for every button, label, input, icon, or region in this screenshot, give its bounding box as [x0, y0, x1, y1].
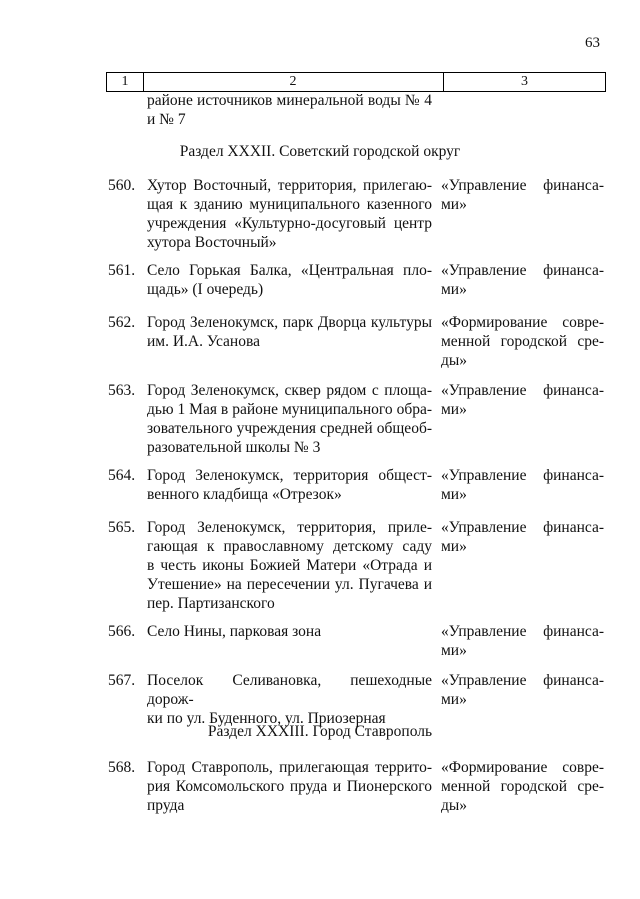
- text-line: ды»: [441, 797, 468, 814]
- row-program: [441, 261, 604, 299]
- row-number: 562.: [108, 314, 136, 331]
- text-line: «Управление финанса-: [441, 519, 604, 536]
- row-description: [147, 313, 432, 351]
- text-line: разовательной школы № 3: [147, 439, 321, 456]
- text-line: «Формирование совре-: [441, 314, 604, 331]
- text-line: Село Горькая Балка, «Центральная пло-: [147, 262, 432, 279]
- text-line: гающая к православному детскому саду: [147, 538, 432, 555]
- text-line: рия Комсомольского пруда и Пионерского: [147, 778, 432, 795]
- text-line: дью 1 Мая в районе муниципального обра-: [147, 401, 432, 418]
- row-program: [441, 758, 604, 815]
- row-number: 561.: [108, 262, 136, 279]
- row-number: 565.: [108, 519, 136, 536]
- text-line: «Формирование совре-: [441, 759, 604, 776]
- text-line: «Управление финанса-: [441, 467, 604, 484]
- section-title: Раздел XXXII. Советский городской округ: [179, 143, 461, 160]
- text-line: Город Зеленокумск, территория общест-: [147, 467, 432, 484]
- row-number: 564.: [108, 467, 136, 484]
- text-line: ми»: [441, 281, 467, 298]
- text-line: зовательного учреждения средней общеоб-: [147, 420, 432, 437]
- text-line: ми»: [441, 642, 467, 659]
- text-line: Хутор Восточный, территория, прилегаю-: [147, 177, 432, 194]
- text-line: ми»: [441, 196, 467, 213]
- text-line: и № 7: [147, 111, 186, 128]
- text-line: в честь иконы Божией Матери «Отрада и: [147, 557, 432, 574]
- row-program: [441, 466, 604, 504]
- text-line: ки по ул. Буденного, ул. Приозерная: [147, 710, 386, 727]
- text-line: Город Зеленокумск, территория, приле-: [147, 519, 432, 536]
- header-col-1: 1: [107, 73, 144, 91]
- text-line: учреждения «Культурно-досуговый центр: [147, 215, 432, 232]
- text-line: менной городской сре-: [441, 333, 604, 350]
- text-line: хутора Восточный»: [147, 234, 277, 251]
- row-number: 566.: [108, 623, 136, 640]
- text-line: Город Зеленокумск, сквер рядом с площа-: [147, 382, 432, 399]
- row-number: 567.: [108, 672, 136, 689]
- header-col-2: 2: [143, 73, 444, 91]
- row-description: [147, 176, 432, 252]
- table-header: [106, 72, 606, 92]
- row-number: 563.: [108, 382, 136, 399]
- text-line: районе источников минеральной воды № 4: [147, 92, 432, 109]
- row-number: 560.: [108, 177, 136, 194]
- text-line: ми»: [441, 401, 467, 418]
- text-line: менной городской сре-: [441, 778, 604, 795]
- text-line: Город Ставрополь, прилегающая террито-: [147, 759, 432, 776]
- text-line: щадь» (I очередь): [147, 281, 264, 298]
- text-line: ды»: [441, 352, 468, 369]
- row-program: [441, 176, 604, 214]
- row-description: [147, 671, 432, 728]
- text-line: ми»: [441, 538, 467, 555]
- text-line: пер. Партизанского: [147, 595, 275, 612]
- text-line: им. И.А. Усанова: [147, 333, 260, 350]
- row-program: [441, 622, 604, 660]
- page-number: 63: [585, 35, 600, 51]
- text-line: ми»: [441, 691, 467, 708]
- text-line: щая к зданию муниципального казенного: [147, 196, 432, 213]
- row-number: 568.: [108, 759, 136, 776]
- text-line: «Управление финанса-: [441, 623, 604, 640]
- row-description: [147, 466, 432, 504]
- text-line: Поселок Селивановка, пешеходные дорож-: [147, 672, 432, 708]
- row-description: [147, 758, 432, 815]
- text-line: «Управление финанса-: [441, 262, 604, 279]
- row-program: [441, 381, 604, 419]
- text-line: Село Нины, парковая зона: [147, 623, 322, 640]
- row-program: [441, 671, 604, 709]
- row-description: [147, 622, 432, 641]
- section-title: Раздел XXXIII. Город Ставрополь: [207, 723, 433, 740]
- text-line: «Управление финанса-: [441, 672, 604, 689]
- text-line: «Управление финанса-: [441, 177, 604, 194]
- text-line: Город Зеленокумск, парк Дворца культуры: [147, 314, 432, 331]
- row-description: [147, 518, 432, 613]
- row-description: [147, 261, 432, 299]
- text-line: венного кладбища «Отрезок»: [147, 486, 342, 503]
- row-program: [441, 313, 604, 370]
- continuation-text: [147, 91, 432, 129]
- row-description: [147, 381, 432, 457]
- text-line: «Управление финанса-: [441, 382, 604, 399]
- text-line: ми»: [441, 486, 467, 503]
- row-program: [441, 518, 604, 556]
- text-line: пруда: [147, 797, 185, 814]
- header-col-3: 3: [521, 74, 528, 89]
- text-line: Утешение» на пересечении ул. Пугачева и: [147, 576, 432, 593]
